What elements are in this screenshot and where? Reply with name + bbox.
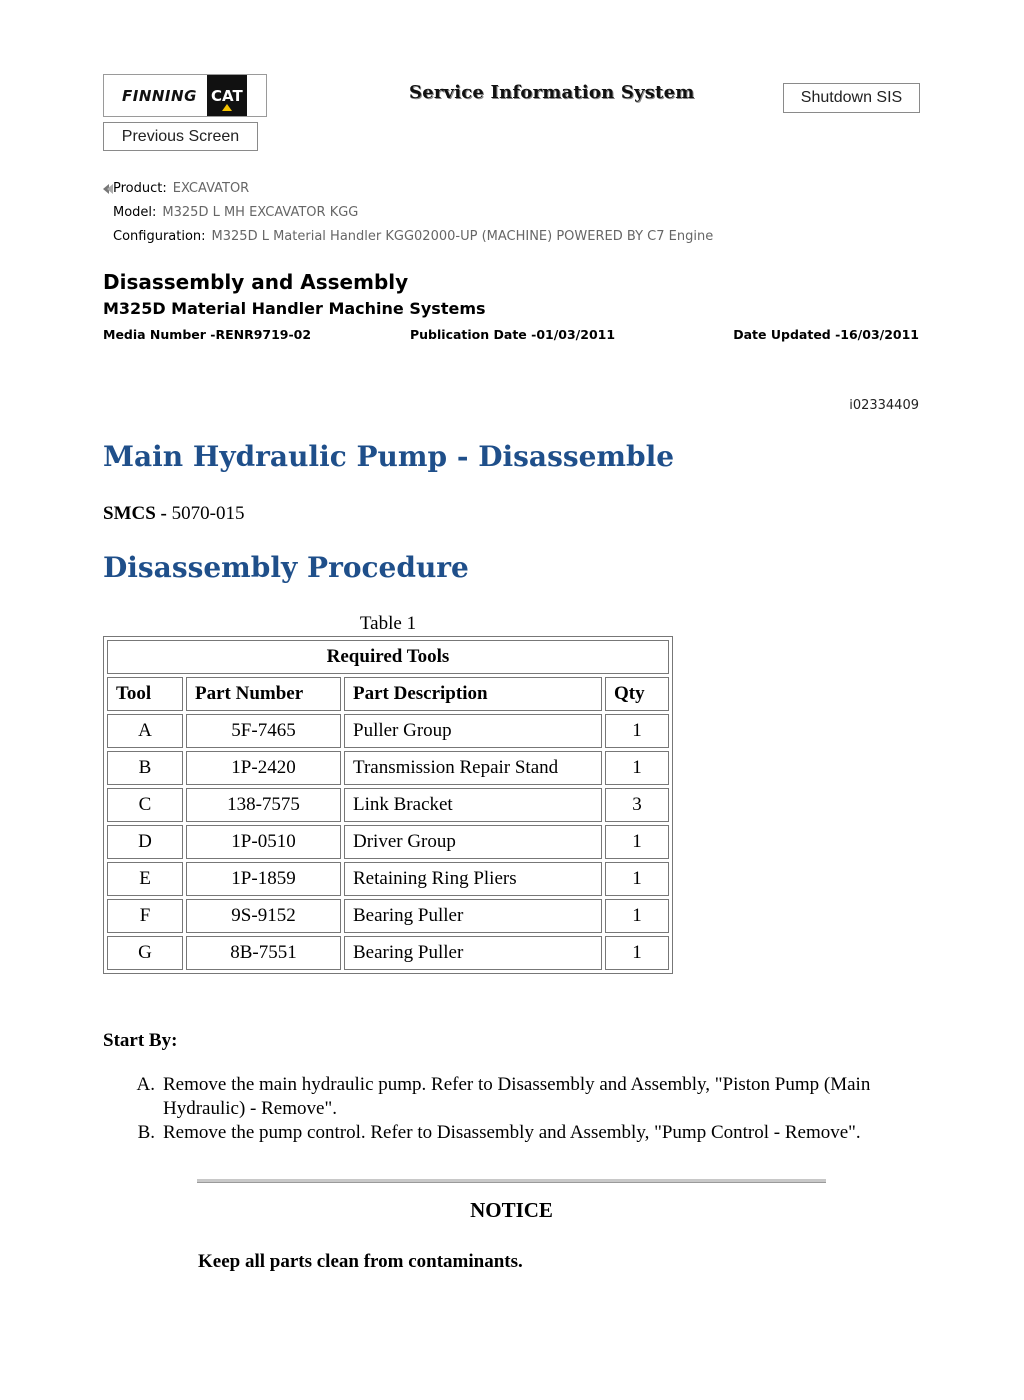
table-row xyxy=(107,751,669,785)
column-header-qty: Qty xyxy=(605,677,669,711)
cell-part-number: 1P-1859 xyxy=(186,862,341,896)
cell-qty: 1 xyxy=(605,751,669,785)
cell-part-number: 8B-7551 xyxy=(186,936,341,970)
notice-title: NOTICE xyxy=(470,1198,553,1222)
table-row xyxy=(107,936,669,970)
cell-part-description: Transmission Repair Stand xyxy=(344,751,602,785)
configuration-label: Configuration: xyxy=(113,229,206,244)
required-tools-table xyxy=(103,636,673,974)
sis-title: Service Information System xyxy=(409,82,695,103)
media-number: Media Number -RENR9719-02 xyxy=(103,327,312,342)
cell-part-description: Bearing Puller xyxy=(344,899,602,933)
document-title: Disassembly and Assembly xyxy=(103,270,409,294)
list-item xyxy=(103,1073,933,1121)
date-updated: Date Updated -16/03/2011 xyxy=(733,327,919,342)
step-text: Remove the main hydraulic pump. Refer to Disassembly and Assembly, "Piston Pump (Main Hydraulic) - Remove". xyxy=(163,1074,871,1119)
cell-part-description: Link Bracket xyxy=(344,788,602,822)
start-by-steps xyxy=(103,1073,933,1145)
publication-date: Publication Date -01/03/2011 xyxy=(410,327,616,342)
start-by-label: Start By: xyxy=(103,1030,178,1051)
list-item xyxy=(103,1121,933,1145)
cell-qty: 1 xyxy=(605,825,669,859)
table-header-title: Required Tools xyxy=(107,640,669,674)
cell-tool: C xyxy=(107,788,183,822)
model-line xyxy=(113,205,358,220)
cell-tool: E xyxy=(107,862,183,896)
notice-text: Keep all parts clean from contaminants. xyxy=(198,1251,523,1272)
table-row xyxy=(107,899,669,933)
model-value: M325D L MH EXCAVATOR KGG xyxy=(162,205,359,220)
configuration-value: M325D L Material Handler KGG02000-UP (MACHINE) POWERED BY C7 Engine xyxy=(211,229,714,244)
notice-divider xyxy=(197,1179,826,1183)
product-line xyxy=(113,181,249,196)
cell-qty: 1 xyxy=(605,862,669,896)
configuration-line xyxy=(113,229,713,244)
smcs-code xyxy=(103,503,244,525)
cat-triangle-icon xyxy=(222,104,232,111)
step-marker: A. xyxy=(136,1074,155,1095)
cell-part-description: Bearing Puller xyxy=(344,936,602,970)
cell-tool: F xyxy=(107,899,183,933)
cell-part-description: Driver Group xyxy=(344,825,602,859)
model-label: Model: xyxy=(113,205,157,220)
cat-logo-badge xyxy=(207,75,247,116)
finning-cat-logo xyxy=(103,74,267,117)
cell-qty: 3 xyxy=(605,788,669,822)
cell-part-number: 1P-2420 xyxy=(186,751,341,785)
page-title: Main Hydraulic Pump - Disassemble xyxy=(103,440,675,473)
table-header-row xyxy=(107,640,669,674)
table-row xyxy=(107,825,669,859)
table-caption: Table 1 xyxy=(359,613,417,634)
column-header-part-number: Part Number xyxy=(186,677,341,711)
cell-part-number: 5F-7465 xyxy=(186,714,341,748)
document-subtitle: M325D Material Handler Machine Systems xyxy=(103,299,486,318)
product-value: EXCAVATOR xyxy=(172,181,250,196)
step-text: Remove the pump control. Refer to Disassembly and Assembly, "Pump Control - Remove". xyxy=(163,1122,861,1143)
cell-tool: G xyxy=(107,936,183,970)
shutdown-sis-button[interactable]: Shutdown SIS xyxy=(783,83,920,113)
cell-tool: D xyxy=(107,825,183,859)
column-header-part-description: Part Description xyxy=(344,677,602,711)
table-row xyxy=(107,788,669,822)
cell-qty: 1 xyxy=(605,714,669,748)
cell-tool: B xyxy=(107,751,183,785)
cell-part-number: 1P-0510 xyxy=(186,825,341,859)
cell-part-number: 138-7575 xyxy=(186,788,341,822)
cell-part-description: Puller Group xyxy=(344,714,602,748)
cat-logo-text: CAT xyxy=(211,86,243,105)
step-marker: B. xyxy=(137,1122,155,1143)
cell-qty: 1 xyxy=(605,936,669,970)
finning-logo-text: FINNING xyxy=(122,86,197,105)
cell-part-number: 9S-9152 xyxy=(186,899,341,933)
table-row xyxy=(107,714,669,748)
cell-part-description: Retaining Ring Pliers xyxy=(344,862,602,896)
previous-screen-button[interactable]: Previous Screen xyxy=(103,122,258,151)
cell-tool: A xyxy=(107,714,183,748)
back-arrow-icon[interactable] xyxy=(103,184,113,194)
product-label: Product: xyxy=(113,181,167,196)
procedure-title: Disassembly Procedure xyxy=(103,551,469,584)
smcs-label: SMCS - xyxy=(103,503,167,524)
document-id: i02334409 xyxy=(849,398,919,413)
smcs-value: 5070-015 xyxy=(171,503,245,524)
cell-qty: 1 xyxy=(605,899,669,933)
table-columns-row xyxy=(107,677,669,711)
column-header-tool: Tool xyxy=(107,677,183,711)
table-row xyxy=(107,862,669,896)
